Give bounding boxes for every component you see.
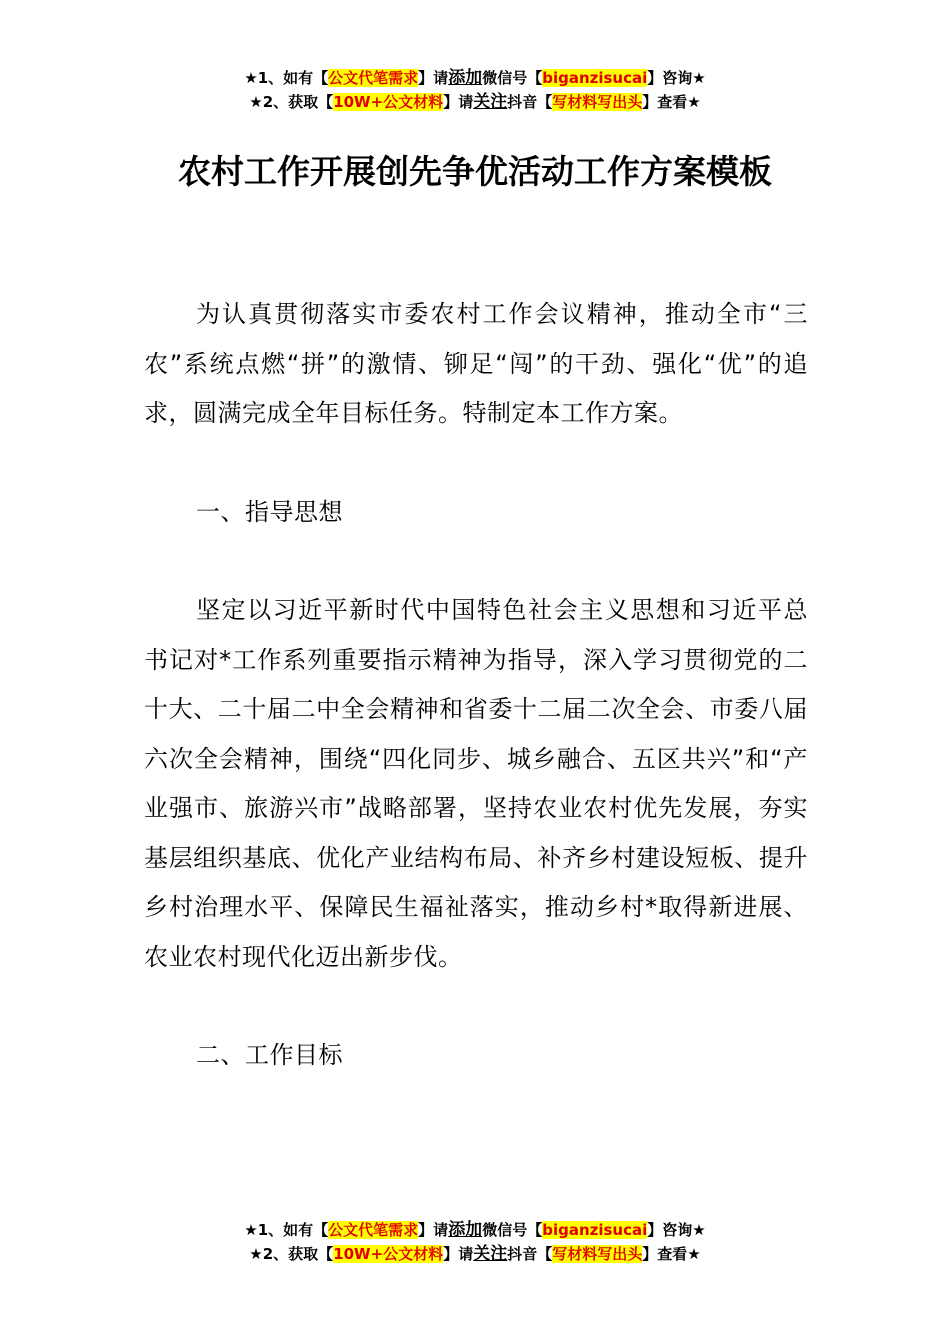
top-banner: [0, 66, 950, 114]
banner-line-2: ★2、获取【10W+公文材料】请关注抖音【写材料写出头】查看★: [249, 92, 701, 112]
banner-highlight-service: 公文代笔需求: [328, 69, 419, 87]
banner-highlight-wechat: biganzisucai: [542, 69, 648, 87]
banner-line-1: ★1、如有【公文代笔需求】请添加微信号【biganzisucai】咨询★: [244, 68, 706, 88]
banner-highlight-douyin: 写材料写出头: [552, 1245, 643, 1263]
document-title: 农村工作开展创先争优活动工作方案模板: [178, 152, 772, 191]
banner-highlight-materials: 10W+公文材料: [333, 93, 444, 111]
document-body: [144, 290, 808, 1081]
banner-highlight-wechat: biganzisucai: [542, 1221, 648, 1239]
banner-line-1: ★1、如有【公文代笔需求】请添加微信号【biganzisucai】咨询★: [244, 1220, 706, 1240]
bottom-banner: [0, 1218, 950, 1266]
section-2-heading: 二、工作目标: [196, 1041, 343, 1069]
section-1-heading: 一、指导思想: [196, 497, 343, 526]
banner-highlight-materials: 10W+公文材料: [333, 1245, 444, 1263]
banner-highlight-service: 公文代笔需求: [328, 1221, 419, 1239]
banner-highlight-douyin: 写材料写出头: [552, 93, 643, 111]
intro-paragraph: 为认真贯彻落实市委农村工作会议精神，推动全市“三农”系统点燃“拼”的激情、铆足“闯”的干劲、强化“优”的追求，圆满完成全年目标任务。特制定本工作方案。: [144, 300, 808, 427]
banner-line-2: ★2、获取【10W+公文材料】请关注抖音【写材料写出头】查看★: [249, 1244, 701, 1264]
section-1-paragraph: 坚定以习近平新时代中国特色社会主义思想和习近平总书记对*工作系列重要指示精神为指导，深入学习贯彻党的二十大、二十届二中全会精神和省委十二届二次全会、市委八届六次全会精神，围绕“四化同步、城乡融合、五区共兴”和“产业强市、旅游兴市”战略部署，坚持农业农村优先发展，夯实基层组织基底、优化产业结构布局、补齐乡村建设短板、提升乡村治理水平、保障民生福祉落实，推动乡村*取得新进展、农业农村现代化迈出新步伐。: [144, 596, 808, 971]
